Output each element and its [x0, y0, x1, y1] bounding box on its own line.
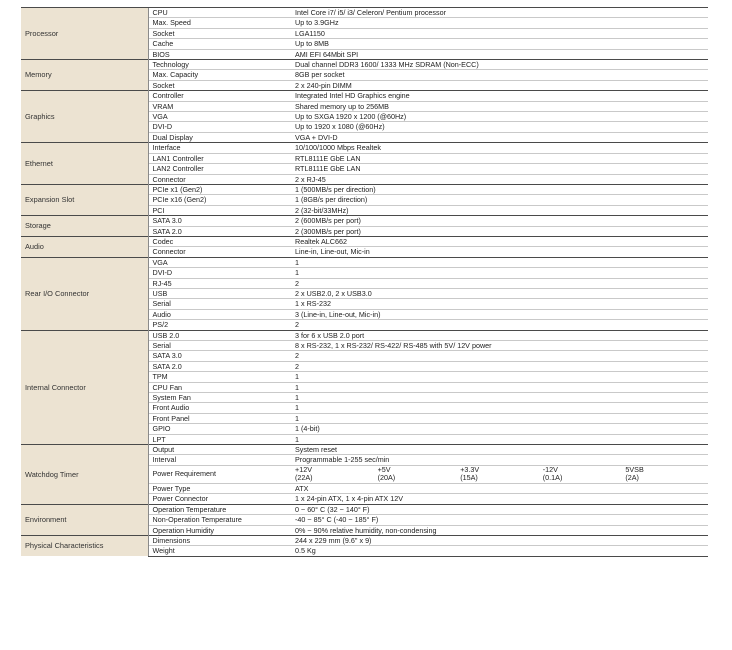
spec-item-value: 10/100/1000 Mbps Realtek — [291, 143, 708, 153]
power-rail — [378, 466, 461, 482]
spec-row — [21, 535, 708, 545]
spec-item-label: SATA 3.0 — [148, 216, 291, 226]
spec-sheet — [21, 7, 708, 557]
spec-item-value: 2 (300MB/s per port) — [291, 226, 708, 236]
spec-item-value: 1 — [291, 257, 708, 267]
category-label: Storage — [21, 216, 148, 237]
spec-item-label: PCI — [148, 205, 291, 215]
spec-item-label: VRAM — [148, 101, 291, 111]
spec-item-label: PS/2 — [148, 320, 291, 330]
spec-item-value: 1 — [291, 382, 708, 392]
spec-item-value: 2 — [291, 361, 708, 371]
spec-item-value: 3 for 6 x USB 2.0 port — [291, 330, 708, 340]
spec-item-label: LAN2 Controller — [148, 164, 291, 174]
spec-item-label: Max. Capacity — [148, 70, 291, 80]
spec-item-value: 1 — [291, 268, 708, 278]
spec-item-value: 2 (600MB/s per port) — [291, 216, 708, 226]
spec-item-label: Power Type — [148, 483, 291, 493]
spec-item-label: Weight — [148, 546, 291, 556]
spec-item-label: Dimensions — [148, 535, 291, 545]
spec-item-label: Power Connector — [148, 494, 291, 504]
spec-item-label: Interface — [148, 143, 291, 153]
spec-item-label: Socket — [148, 28, 291, 38]
spec-item-value: Intel Core i7/ i5/ i3/ Celeron/ Pentium processor — [291, 8, 708, 18]
power-rail-voltage: 5VSB — [625, 465, 644, 475]
spec-item-value: Up to 1920 x 1080 (@60Hz) — [291, 122, 708, 132]
power-rail-voltage: +5V — [377, 465, 391, 475]
power-rail-current: (22A) — [295, 473, 313, 483]
spec-item-label: SATA 3.0 — [148, 351, 291, 361]
spec-item-value: AMI EFI 64Mbit SPI — [291, 49, 708, 59]
spec-item-value: 1 (8GB/s per direction) — [291, 195, 708, 205]
spec-item-value: 2 — [291, 320, 708, 330]
spec-item-value: -40 ~ 85° C (-40 ~ 185° F) — [291, 515, 708, 525]
spec-item-value: 1 — [291, 393, 708, 403]
spec-item-value: ATX — [291, 483, 708, 493]
spec-item-label: VGA — [148, 257, 291, 267]
spec-row — [21, 445, 708, 455]
category-label: Memory — [21, 60, 148, 91]
spec-item-value: 8 x RS-232, 1 x RS-232/ RS-422/ RS-485 with 5V/ 12V power — [291, 341, 708, 351]
spec-item-label: USB 2.0 — [148, 330, 291, 340]
spec-row — [21, 91, 708, 101]
spec-item-value: 2 — [291, 278, 708, 288]
spec-item-label: Power Requirement — [148, 465, 291, 483]
spec-item-value: 2 x USB2.0, 2 x USB3.0 — [291, 288, 708, 298]
category-label: Ethernet — [21, 143, 148, 185]
category-label: Processor — [21, 8, 148, 60]
spec-item-value: LGA1150 — [291, 28, 708, 38]
power-requirement-values — [291, 465, 708, 483]
category-label: Graphics — [21, 91, 148, 143]
spec-row — [21, 236, 708, 246]
specification-table-body — [21, 8, 708, 557]
spec-item-label: LPT — [148, 434, 291, 444]
spec-item-label: System Fan — [148, 393, 291, 403]
spec-item-label: BIOS — [148, 49, 291, 59]
specification-table — [21, 7, 708, 557]
spec-item-value: RTL8111E GbE LAN — [291, 153, 708, 163]
category-label: Watchdog Timer — [21, 445, 148, 505]
spec-item-label: PCIe x1 (Gen2) — [148, 184, 291, 194]
spec-item-label: SATA 2.0 — [148, 361, 291, 371]
spec-item-value: Shared memory up to 256MB — [291, 101, 708, 111]
spec-row — [21, 60, 708, 70]
spec-row — [21, 184, 708, 194]
spec-row — [21, 504, 708, 514]
spec-row — [21, 8, 708, 18]
spec-item-value: RTL8111E GbE LAN — [291, 164, 708, 174]
spec-item-value: Dual channel DDR3 1600/ 1333 MHz SDRAM (Non-ECC) — [291, 60, 708, 70]
spec-item-label: Output — [148, 445, 291, 455]
power-rail-list — [295, 466, 708, 482]
spec-item-value: 1 x 24-pin ATX, 1 x 4-pin ATX 12V — [291, 494, 708, 504]
spec-row — [21, 143, 708, 153]
spec-row — [21, 216, 708, 226]
spec-item-label: Dual Display — [148, 132, 291, 142]
spec-item-value: System reset — [291, 445, 708, 455]
spec-item-label: LAN1 Controller — [148, 153, 291, 163]
spec-row — [21, 257, 708, 267]
power-rail — [295, 466, 378, 482]
spec-item-label: DVI-D — [148, 122, 291, 132]
power-rail-current: (15A) — [460, 473, 478, 483]
power-rail-current: (0.1A) — [542, 473, 563, 483]
spec-item-label: SATA 2.0 — [148, 226, 291, 236]
spec-item-value: 244 x 229 mm (9.6" x 9) — [291, 535, 708, 545]
spec-item-value: 0 ~ 60° C (32 ~ 140° F) — [291, 504, 708, 514]
spec-item-label: Serial — [148, 341, 291, 351]
spec-row — [21, 330, 708, 340]
spec-item-label: Technology — [148, 60, 291, 70]
spec-item-value: 1 — [291, 413, 708, 423]
spec-item-value: Programmable 1-255 sec/min — [291, 455, 708, 465]
spec-item-value: 2 — [291, 351, 708, 361]
spec-item-value: Up to 3.9GHz — [291, 18, 708, 28]
spec-item-label: CPU Fan — [148, 382, 291, 392]
spec-item-label: CPU — [148, 8, 291, 18]
spec-item-value: 2 x RJ-45 — [291, 174, 708, 184]
spec-item-value: Up to SXGA 1920 x 1200 (@60Hz) — [291, 112, 708, 122]
spec-item-label: DVI-D — [148, 268, 291, 278]
spec-item-value: 2 x 240-pin DIMM — [291, 80, 708, 90]
spec-item-value: 3 (Line-in, Line-out, Mic-in) — [291, 309, 708, 319]
spec-item-label: VGA — [148, 112, 291, 122]
spec-item-value: Line-in, Line-out, Mic-in — [291, 247, 708, 257]
spec-item-label: TPM — [148, 372, 291, 382]
spec-item-value: Realtek ALC662 — [291, 236, 708, 246]
power-rail — [625, 466, 708, 482]
spec-item-label: GPIO — [148, 424, 291, 434]
category-label: Internal Connector — [21, 330, 148, 444]
category-label: Physical Characteristics — [21, 535, 148, 556]
category-label: Rear I/O Connector — [21, 257, 148, 330]
spec-item-label: Front Audio — [148, 403, 291, 413]
spec-item-label: Interval — [148, 455, 291, 465]
category-label: Environment — [21, 504, 148, 535]
spec-item-label: Max. Speed — [148, 18, 291, 28]
spec-item-value: VGA + DVI-D — [291, 132, 708, 142]
spec-item-value: Up to 8MB — [291, 39, 708, 49]
spec-item-label: Codec — [148, 236, 291, 246]
power-rail — [460, 466, 543, 482]
power-rail-current: (2A) — [625, 473, 639, 483]
spec-item-label: Front Panel — [148, 413, 291, 423]
category-label: Audio — [21, 236, 148, 257]
spec-item-label: RJ-45 — [148, 278, 291, 288]
spec-item-label: Connector — [148, 174, 291, 184]
spec-item-label: Connector — [148, 247, 291, 257]
spec-item-value: 2 (32-bit/33MHz) — [291, 205, 708, 215]
spec-item-label: Cache — [148, 39, 291, 49]
spec-item-value: 1 (500MB/s per direction) — [291, 184, 708, 194]
spec-item-label: USB — [148, 288, 291, 298]
power-rail-voltage: +3.3V — [460, 465, 480, 475]
spec-item-value: 8GB per socket — [291, 70, 708, 80]
spec-item-value: 1 — [291, 403, 708, 413]
spec-item-value: 0.5 Kg — [291, 546, 708, 556]
spec-item-label: Non-Operation Temperature — [148, 515, 291, 525]
spec-item-label: PCIe x16 (Gen2) — [148, 195, 291, 205]
power-rail-current: (20A) — [377, 473, 396, 483]
spec-item-label: Socket — [148, 80, 291, 90]
spec-item-label: Operation Humidity — [148, 525, 291, 535]
spec-item-value: 1 — [291, 372, 708, 382]
spec-item-label: Serial — [148, 299, 291, 309]
power-rail — [543, 466, 626, 482]
spec-item-label: Audio — [148, 309, 291, 319]
spec-item-value: 1 — [291, 434, 708, 444]
spec-item-value: 0% ~ 90% relative humidity, non-condensing — [291, 525, 708, 535]
power-rail-voltage: -12V — [542, 465, 558, 475]
spec-item-label: Operation Temperature — [148, 504, 291, 514]
spec-item-value: 1 x RS-232 — [291, 299, 708, 309]
spec-item-value: Integrated Intel HD Graphics engine — [291, 91, 708, 101]
spec-item-value: 1 (4-bit) — [291, 424, 708, 434]
power-rail-voltage: +12V — [295, 465, 312, 475]
category-label: Expansion Slot — [21, 184, 148, 215]
spec-item-label: Controller — [148, 91, 291, 101]
